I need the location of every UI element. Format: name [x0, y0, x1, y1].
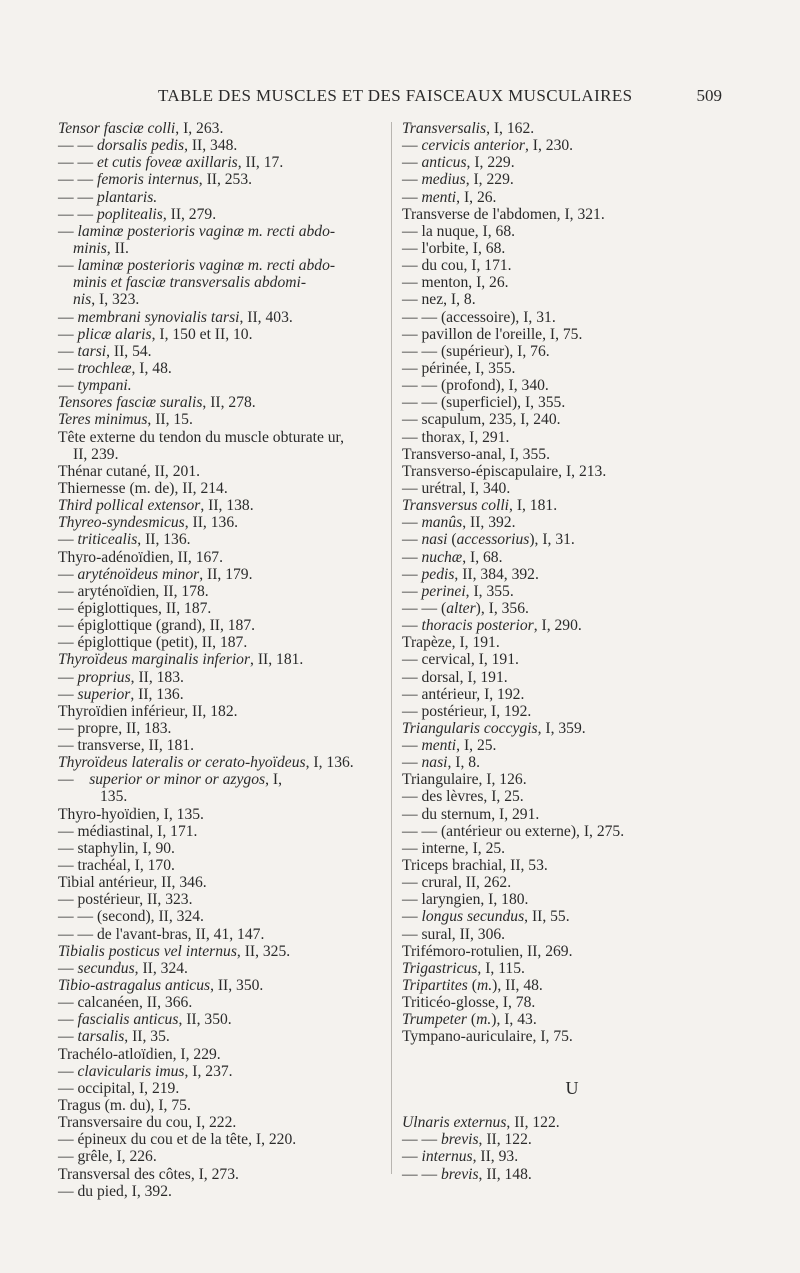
section-letter: U: [565, 1077, 579, 1098]
index-entry: Triticéo-glosse, I, 78.: [402, 994, 536, 1012]
index-entry: — épineux du cou et de la tête, I, 220.: [58, 1131, 297, 1149]
index-entry: — menti, I, 25.: [402, 737, 497, 755]
index-entry: — — (superficiel), I, 355.: [402, 394, 566, 412]
index-entry: Tibialis posticus vel internus, II, 325.: [58, 942, 291, 960]
index-entry: — clavicularis imus, I, 237.: [58, 1062, 233, 1080]
index-entry: Tête externe du tendon du muscle obturate ur,: [58, 428, 345, 446]
index-entry: Tensor fasciæ colli, I, 263.: [58, 120, 224, 137]
index-entry: — internus, II, 93.: [402, 1148, 519, 1166]
index-entry: 135.: [100, 788, 128, 806]
index-entry: — medius, I, 229.: [402, 171, 514, 189]
index-entry: — antérieur, I, 192.: [402, 685, 525, 703]
index-entry: — cervical, I, 191.: [402, 651, 519, 669]
index-entry: — médiastinal, I, 171.: [58, 822, 198, 840]
index-entry: — laminæ posterioris vaginæ m. recti abdo-: [58, 222, 336, 240]
index-entry: Thénar cutané, II, 201.: [58, 462, 201, 480]
index-entry: — tympani.: [58, 377, 132, 395]
index-entry: Transversaire du cou, I, 222.: [58, 1114, 237, 1132]
index-entry: Tensores fasciæ suralis, II, 278.: [58, 394, 256, 412]
index-entry: — menti, I, 26.: [402, 188, 497, 206]
index-entry: — — dorsalis pedis, II, 348.: [58, 137, 238, 155]
page-number: 509: [696, 86, 722, 105]
index-entry: — thorax, I, 291.: [402, 428, 510, 446]
index-entry: — menton, I, 26.: [402, 274, 509, 292]
index-entry: — du cou, I, 171.: [402, 257, 512, 275]
index-entry: — — (alter), I, 356.: [402, 599, 529, 617]
index-entry: — anticus, I, 229.: [402, 154, 515, 172]
index-entry: — postérieur, I, 192.: [402, 702, 532, 720]
index-entry: — longus secundus, II, 55.: [402, 908, 570, 926]
index-entry: Thyro-adénoïdien, II, 167.: [58, 548, 223, 566]
index-entry: — tarsalis, II, 35.: [58, 1028, 170, 1046]
index-entry: — trochleæ, I, 48.: [58, 359, 172, 377]
index-entry: Triangularis coccygis, I, 359.: [402, 719, 586, 737]
index-entry: minis et fasciæ transversalis abdomi-: [73, 274, 307, 292]
index-entry: Transversus colli, I, 181.: [402, 497, 558, 515]
index-entry: — secundus, II, 324.: [58, 959, 188, 977]
index-entry: — épiglottique (petit), II, 187.: [58, 634, 248, 652]
index-entry: Tripartites (m.), II, 48.: [402, 977, 543, 995]
index-entry: Thyro-hyoïdien, I, 135.: [58, 805, 204, 823]
index-entry: — calcanéen, II, 366.: [58, 994, 193, 1012]
running-header: [0, 86, 800, 110]
index-entry: — — (supérieur), I, 76.: [402, 342, 550, 360]
index-entry: — interne, I, 25.: [402, 839, 506, 857]
index-entry: — superior, II, 136.: [58, 685, 184, 703]
index-entry: — l'orbite, I, 68.: [402, 239, 506, 257]
index-entry: II, 239.: [73, 445, 119, 463]
index-entry: — du pied, I, 392.: [58, 1182, 172, 1200]
index-entry: — scapulum, 235, I, 240.: [402, 411, 561, 429]
index-entry: — perinei, I, 355.: [402, 582, 514, 600]
index-entry: Third pollical extensor, II, 138.: [58, 497, 254, 515]
index-entry: Transverso-épiscapulaire, I, 213.: [402, 462, 607, 480]
index-entry: — crural, II, 262.: [402, 874, 512, 892]
index-entry: — laryngien, I, 180.: [402, 891, 529, 909]
index-entry: — — (accessoire), I, 31.: [402, 308, 556, 326]
index-entry: Thyreo-syndesmicus, II, 136.: [58, 514, 239, 532]
index-entry: — triticealis, II, 136.: [58, 531, 191, 549]
index-entry: — fascialis anticus, II, 350.: [58, 1011, 232, 1029]
index-entry: — — et cutis foveæ axillaris, II, 17.: [58, 154, 284, 172]
index-entry: nis, I, 323.: [73, 291, 140, 309]
index-entry: — superior or minor or azygos, I,: [58, 771, 282, 789]
index-entry: — pavillon de l'oreille, I, 75.: [402, 325, 583, 343]
index-entry: Ulnaris externus, II, 122.: [402, 1114, 560, 1132]
index-entry: — laminæ posterioris vaginæ m. recti abdo-: [58, 257, 336, 275]
index-entry: Thiernesse (m. de), II, 214.: [58, 479, 228, 497]
index-entry: — la nuque, I, 68.: [402, 222, 516, 240]
index-entry: — — brevis, II, 148.: [402, 1165, 532, 1183]
index-entry: Transversal des côtes, I, 273.: [58, 1165, 239, 1183]
index-entry: — pedis, II, 384, 392.: [402, 565, 539, 583]
index-entry: — — brevis, II, 122.: [402, 1131, 532, 1149]
right-column: [402, 120, 742, 1183]
index-entry: — aryténoïdien, II, 178.: [58, 582, 209, 600]
index-entry: — — poplitealis, II, 279.: [58, 205, 217, 223]
index-entry: Trifémoro-rotulien, II, 269.: [402, 942, 573, 960]
index-entry: Trachélo-atloïdien, I, 229.: [58, 1045, 221, 1063]
index-entry: — urétral, I, 340.: [402, 479, 511, 497]
index-entry: — nuchæ, I, 68.: [402, 548, 503, 566]
index-entry: — — (antérieur ou externe), I, 275.: [402, 822, 625, 840]
index-entry: — nasi (accessorius), I, 31.: [402, 531, 575, 549]
index-entry: — périnée, I, 355.: [402, 359, 516, 377]
index-entry: minis, II.: [73, 239, 129, 257]
index-entry: Teres minimus, II, 15.: [58, 411, 193, 429]
index-entry: — manûs, II, 392.: [402, 514, 516, 532]
index-entry: — — plantaris.: [58, 188, 158, 206]
index-entry: — cervicis anterior, I, 230.: [402, 137, 574, 155]
index-entry: — postérieur, II, 323.: [58, 891, 193, 909]
index-entry: — transverse, II, 181.: [58, 737, 194, 755]
index-entry: — du sternum, I, 291.: [402, 805, 540, 823]
index-entry: Triangulaire, I, 126.: [402, 771, 527, 789]
index-entry: Tibial antérieur, II, 346.: [58, 874, 207, 892]
index-entry: Tibio-astragalus anticus, II, 350.: [58, 977, 264, 995]
index-entry: Thyroïdeus marginalis inferior, II, 181.: [58, 651, 304, 669]
index-entry: — des lèvres, I, 25.: [402, 788, 524, 806]
index-entry: — trachéal, I, 170.: [58, 857, 175, 875]
index-entry: — proprius, II, 183.: [58, 668, 184, 686]
index-entry: Tympano-auriculaire, I, 75.: [402, 1028, 573, 1046]
index-entry: Trumpeter (m.), I, 43.: [402, 1011, 537, 1029]
index-entry: — grêle, I, 226.: [58, 1148, 157, 1166]
index-entry: Transversalis, I, 162.: [402, 120, 535, 137]
spacer: [402, 1046, 742, 1063]
index-entry: — propre, II, 183.: [58, 719, 172, 737]
index-entry: Transverso-anal, I, 355.: [402, 445, 550, 463]
left-column: [58, 120, 388, 1200]
index-entry: Thyroïdien inférieur, II, 182.: [58, 702, 238, 720]
index-entry: — membrani synovialis tarsi, II, 403.: [58, 308, 293, 326]
index-entry: — épiglottiques, II, 187.: [58, 599, 212, 617]
index-entry: Trigastricus, I, 115.: [402, 959, 525, 977]
running-title: TABLE DES MUSCLES ET DES FAISCEAUX MUSCULAIRES: [158, 86, 633, 105]
index-entry: — — de l'avant-bras, II, 41, 147.: [58, 925, 265, 943]
index-entry: Trapèze, I, 191.: [402, 634, 500, 652]
index-entry: — plicæ alaris, I, 150 et II, 10.: [58, 325, 253, 343]
index-entry: — aryténoïdeus minor, II, 179.: [58, 565, 253, 583]
index-entry: Triceps brachial, II, 53.: [402, 857, 548, 875]
index-entry: — — (second), II, 324.: [58, 908, 204, 926]
index-entry: — sural, II, 306.: [402, 925, 506, 943]
index-entry: — nez, I, 8.: [402, 291, 476, 309]
index-entry: — nasi, I, 8.: [402, 754, 480, 772]
index-entry: — épiglottique (grand), II, 187.: [58, 617, 256, 635]
index-entry: Transverse de l'abdomen, I, 321.: [402, 205, 605, 223]
index-entry: — occipital, I, 219.: [58, 1079, 180, 1097]
index-entry: — — femoris internus, II, 253.: [58, 171, 253, 189]
index-entry: — tarsi, II, 54.: [58, 342, 152, 360]
index-entry: Thyroïdeus lateralis or cerato-hyoïdeus, I, 136.: [58, 754, 354, 772]
index-entry: — staphylin, I, 90.: [58, 839, 175, 857]
index-entry: — — (profond), I, 340.: [402, 377, 549, 395]
index-entry: — thoracis posterior, I, 290.: [402, 617, 582, 635]
column-divider: [391, 122, 392, 1174]
index-entry: — dorsal, I, 191.: [402, 668, 508, 686]
index-entry: Tragus (m. du), I, 75.: [58, 1097, 191, 1115]
